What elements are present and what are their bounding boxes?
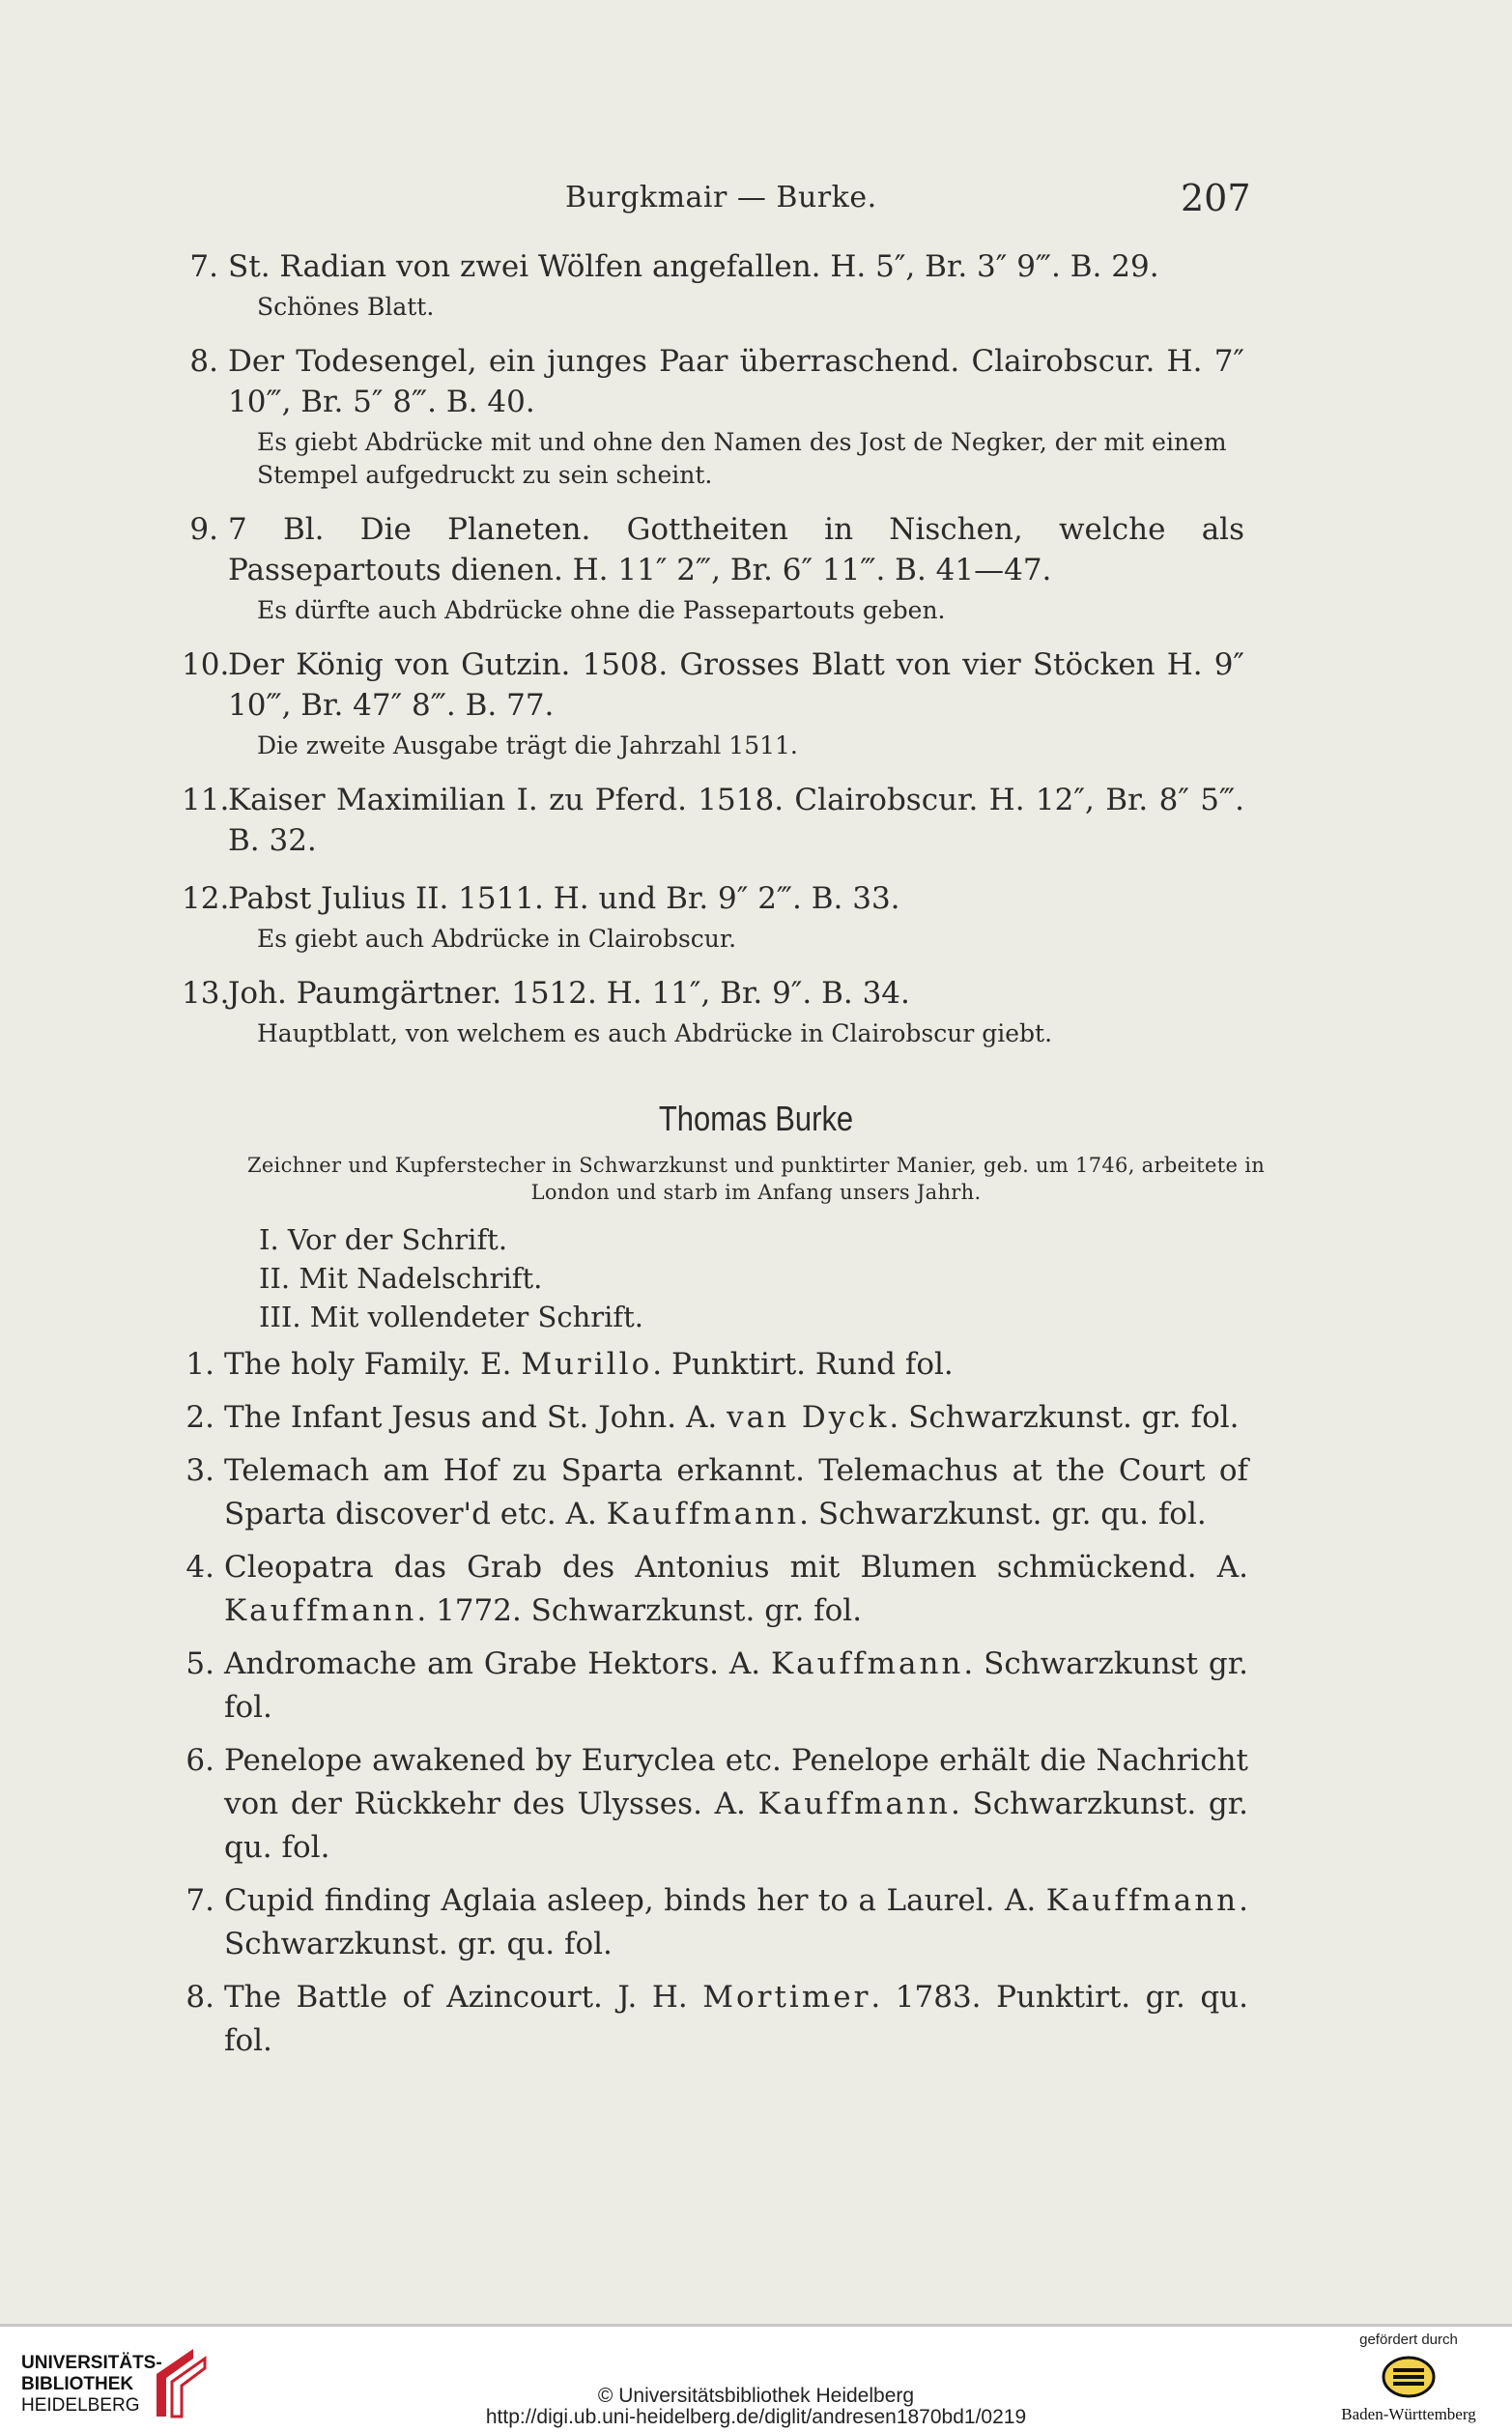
catalog-entry [178,1976,1248,2063]
artist-name: Kauffmann [224,1593,417,1628]
entry-number: 2. [185,1400,214,1435]
entry-number: 5. [185,1646,214,1681]
artist-name: van Dyck [727,1400,890,1435]
catalog-entry [182,341,1244,492]
entry-text [224,1396,1248,1440]
entry-number: 3. [185,1453,214,1488]
entry-text [224,1546,1248,1633]
entry-text: Kaiser Maximilian I. zu Pferd. 1518. Clairobscur. H. 12″, Br. 8″ 5‴. B. 32. [228,783,1244,858]
entry-text: 7 Bl. Die Planeten. Gottheiten in Nischen, welche als Passepartouts dienen. H. 11″ 2‴, Br. 6″ 11‴. B. 41—47. [228,512,1244,587]
footer-bar [0,2324,1512,2432]
entry-title: The Battle of Azincourt. J. H. [224,1980,703,2015]
entry-note: Hauptblatt, von welchem es auch Abdrücke in Clairobscur giebt. [257,1019,1053,1047]
entry-number: 7. [185,1883,214,1918]
catalog-entry [178,1879,1248,1966]
entry-number: 8. [185,1980,214,2015]
section-description: Zeichner und Kupferstecher in Schwarzkunst und punktirter Manier, geb. um 1746, arbeitete in London und starb im Anfang unsers Jahrh. [246,1154,1266,1204]
catalog-entry [182,509,1244,627]
library-name-line: BIBLIOTHEK [21,2374,134,2394]
entry-number: 12. [182,881,230,916]
section-title: Thomas Burke [658,1099,854,1138]
entry-text: Joh. Paumgärtner. 1512. H. 11″, Br. 9″. B. 34. [228,976,910,1011]
states-list [259,1220,935,1336]
entry-text [224,1449,1248,1536]
burgkmair-entry-list [182,246,1244,1068]
entry-number: 7. [189,249,218,284]
source-url-link[interactable]: http://digi.ub.uni-heidelberg.de/diglit/andresen1870bd1/0219 [485,2406,1027,2428]
entry-number: 8. [189,344,218,379]
library-name-line: HEIDELBERG [21,2395,140,2416]
catalog-entry [178,1343,1248,1387]
entry-title: Penelope awakened by Euryclea etc. Penelope erhält die Nachricht von der Rückkehr des Ulysses. A. [224,1743,1248,1821]
entry-details: . Schwarzkunst gr. fol. [224,1646,1248,1725]
artist-name: Mortimer [702,1980,871,2015]
entry-number: 6. [185,1743,214,1778]
page-number: 207 [1181,177,1251,219]
entry-number: 10. [182,647,230,682]
entry-title: The holy Family. E. [224,1347,522,1382]
entry-title: Cleopatra das Grab des Antonius mit Blumen schmückend. A. [224,1550,1248,1585]
entry-text [224,1643,1248,1730]
copyright-text: © Universitätsbibliothek Heidelberg [597,2385,915,2407]
coat-of-arms-icon [1380,2355,1438,2399]
entry-text [224,1879,1248,1966]
artist-name: Kauffmann [606,1497,800,1531]
page-header [0,177,1512,225]
artist-name: Kauffmann [757,1787,951,1821]
entry-title: Cupid finding Aglaia asleep, binds her to a Laurel. A. [224,1883,1046,1918]
entry-details: . Schwarzkunst. gr. qu. fol. [224,1787,1248,1865]
running-title: Burgkmair — Burke. [565,181,877,215]
entry-note: Die zweite Ausgabe trägt die Jahrzahl 1511. [257,731,798,759]
footer-rule [0,2324,1512,2327]
catalog-entry [178,1643,1248,1730]
entry-text: Der König von Gutzin. 1508. Grosses Blatt von vier Stöcken H. 9″ 10‴, Br. 47″ 8‴. B. 77. [228,647,1244,723]
catalog-entry [182,878,1244,956]
entry-note: Es giebt Abdrücke mit und ohne den Namen des Jost de Negker, der mit einem Stempel aufgedruckt zu sein scheint. [257,428,1227,489]
entry-number: 1. [185,1347,214,1382]
library-name-line: UNIVERSITÄTS- [21,2353,162,2373]
entry-details: . Punktirt. Rund fol. [652,1347,954,1382]
entry-text [224,1343,1248,1387]
entry-number: 13. [182,976,230,1011]
entry-text: St. Radian von zwei Wölfen angefallen. H. 5″, Br. 3″ 9‴. B. 29. [228,249,1159,284]
entry-title: Andromache am Grabe Hektors. A. [224,1646,772,1681]
entry-note: Schönes Blatt. [257,293,435,321]
entry-details: . Schwarzkunst. gr. qu. fol. [224,1883,1248,1961]
entry-text: Pabst Julius II. 1511. H. und Br. 9″ 2‴. B. 33. [228,881,900,916]
catalog-entry [182,246,1244,324]
catalog-entry [178,1546,1248,1633]
artist-name: Kauffmann [771,1646,964,1681]
artist-name: Kauffmann [1045,1883,1240,1918]
entry-number: 9. [189,512,218,547]
entry-text [224,1976,1248,2063]
catalog-entry [178,1396,1248,1440]
entry-details: . Schwarzkunst. gr. qu. fol. [799,1497,1207,1531]
entry-text: Der Todesengel, ein junges Paar überraschend. Clairobscur. H. 7″ 10‴, Br. 5″ 8‴. B. 40. [228,344,1244,419]
burke-entry-list [178,1343,1248,2073]
entry-title: Telemach am Hof zu Sparta erkannt. Telemachus at the Court of Sparta discover'd etc. A. [224,1453,1248,1531]
entry-number: 4. [185,1550,214,1585]
entry-details: . Schwarzkunst. gr. fol. [889,1400,1240,1435]
entry-details: . 1783. Punktirt. gr. qu. fol. [224,1980,1248,2058]
entry-note: Es dürfte auch Abdrücke ohne die Passepartouts geben. [257,596,946,624]
funded-by-label: gefördert durch [1359,2332,1458,2348]
funder-name: Baden-Württemberg [1341,2405,1476,2423]
entry-details: . 1772. Schwarzkunst. gr. fol. [416,1593,863,1628]
entry-note: Es giebt auch Abdrücke in Clairobscur. [257,925,737,953]
catalog-entry [178,1449,1248,1536]
entry-number: 11. [182,783,230,817]
state-item: I. Vor der Schrift. [259,1223,508,1256]
copyright-block [0,2386,1512,2428]
artist-name: Murillo [521,1347,653,1382]
entry-text [224,1739,1248,1870]
state-item: III. Mit vollendeter Schrift. [259,1301,644,1333]
catalog-entry [182,644,1244,762]
catalog-entry [178,1739,1248,1870]
entry-title: The Infant Jesus and St. John. A. [224,1400,727,1435]
catalog-entry [182,780,1244,861]
catalog-entry [182,973,1244,1050]
state-item: II. Mit Nadelschrift. [259,1262,543,1295]
